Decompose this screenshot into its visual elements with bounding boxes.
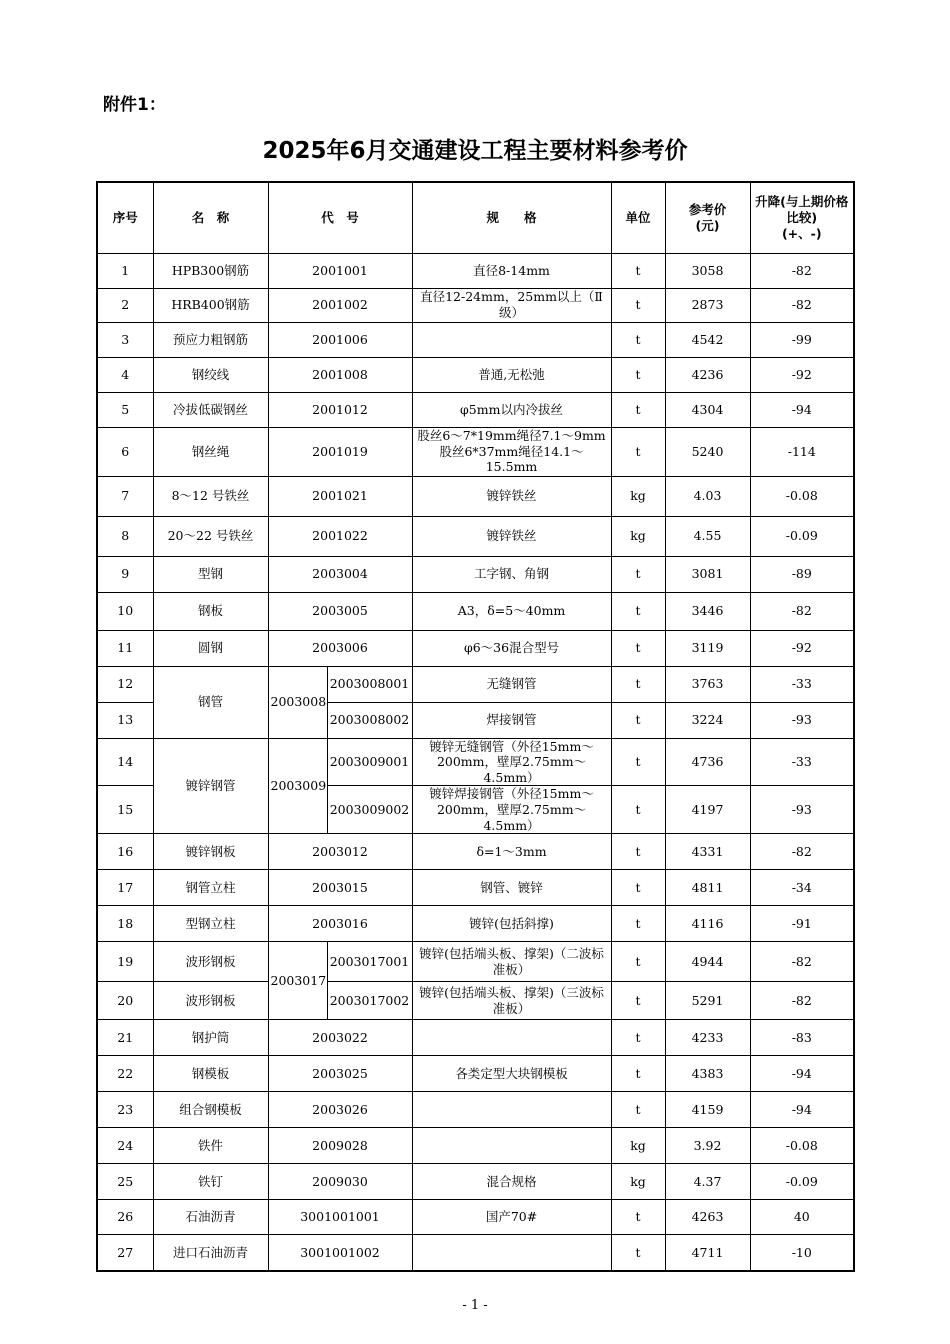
unit-cell: t <box>611 1056 665 1092</box>
subcode-cell: 2003008002 <box>327 702 412 738</box>
code-cell: 2001001 <box>268 253 412 288</box>
price-cell: 3.92 <box>665 1128 750 1164</box>
change-cell: -82 <box>750 982 854 1020</box>
unit-cell: t <box>611 1020 665 1056</box>
change-cell: -82 <box>750 253 854 288</box>
name-cell: 铁件 <box>153 1128 268 1164</box>
spec-cell: 钢管、镀锌 <box>412 870 611 906</box>
table-row <box>97 1092 854 1128</box>
unit-cell: t <box>611 982 665 1020</box>
price-cell: 4263 <box>665 1200 750 1235</box>
unit-cell: t <box>611 427 665 476</box>
name-cell: 8～12 号铁丝 <box>153 476 268 516</box>
page-title: 2025年6月交通建设工程主要材料参考价 <box>262 138 688 164</box>
code-cell: 2003012 <box>268 834 412 870</box>
table-row <box>97 906 854 942</box>
spec-cell: 工字钢、角钢 <box>412 556 611 592</box>
table-row <box>97 1235 854 1271</box>
spec-cell: 镀锌铁丝 <box>412 476 611 516</box>
code-cell: 2001008 <box>268 357 412 392</box>
unit-cell: t <box>611 357 665 392</box>
seq-cell: 20 <box>97 982 153 1020</box>
spec-cell: 无缝钢管 <box>412 666 611 702</box>
spec-cell: δ=1～3mm <box>412 834 611 870</box>
subcode-cell: 2003017001 <box>327 942 412 982</box>
seq-cell: 14 <box>97 738 153 786</box>
table-row <box>97 357 854 392</box>
table-row <box>97 476 854 516</box>
seq-cell: 27 <box>97 1235 153 1271</box>
table-row <box>97 982 854 1020</box>
price-cell: 3058 <box>665 253 750 288</box>
table-row <box>97 1020 854 1056</box>
header-price: 参考价 (元) <box>665 182 750 253</box>
header-unit: 单位 <box>611 182 665 253</box>
change-cell: -82 <box>750 288 854 322</box>
change-cell: -0.09 <box>750 1164 854 1200</box>
change-cell: -33 <box>750 666 854 702</box>
change-cell: -89 <box>750 556 854 592</box>
price-cell: 4.37 <box>665 1164 750 1200</box>
price-cell: 5240 <box>665 427 750 476</box>
seq-cell: 21 <box>97 1020 153 1056</box>
spec-cell: 镀锌(包括端头板、撑架)（三波标准板） <box>412 982 611 1020</box>
change-cell: -92 <box>750 357 854 392</box>
unit-cell: t <box>611 322 665 357</box>
unit-cell: kg <box>611 516 665 556</box>
spec-cell: 镀锌铁丝 <box>412 516 611 556</box>
code-cell: 2003004 <box>268 556 412 592</box>
code-cell: 2009028 <box>268 1128 412 1164</box>
spec-cell: 股丝6～7*19mm绳径7.1～9mm股丝6*37mm绳径14.1～15.5mm <box>412 427 611 476</box>
price-cell: 4736 <box>665 738 750 786</box>
code-cell: 2003017 <box>268 942 327 1020</box>
unit-cell: t <box>611 702 665 738</box>
spec-cell <box>412 1128 611 1164</box>
change-cell: -93 <box>750 702 854 738</box>
seq-cell: 9 <box>97 556 153 592</box>
header-spec: 规 格 <box>412 182 611 253</box>
seq-cell: 11 <box>97 630 153 666</box>
name-cell: 圆钢 <box>153 630 268 666</box>
name-cell: 钢护筒 <box>153 1020 268 1056</box>
price-cell: 4116 <box>665 906 750 942</box>
table-row <box>97 1200 854 1235</box>
unit-cell: t <box>611 592 665 630</box>
seq-cell: 18 <box>97 906 153 942</box>
change-cell: -82 <box>750 834 854 870</box>
spec-cell: 各类定型大块钢模板 <box>412 1056 611 1092</box>
change-cell: -94 <box>750 392 854 427</box>
change-cell: -34 <box>750 870 854 906</box>
unit-cell: t <box>611 942 665 982</box>
spec-cell: 镀锌(包括端头板、撑架)（二波标准板） <box>412 942 611 982</box>
spec-cell: 直径12-24mm，25mm以上（Ⅱ级） <box>412 288 611 322</box>
subcode-cell: 2003008001 <box>327 666 412 702</box>
price-cell: 4304 <box>665 392 750 427</box>
spec-cell: φ5mm以内冷拔丝 <box>412 392 611 427</box>
spec-cell <box>412 1092 611 1128</box>
name-cell: 型钢立柱 <box>153 906 268 942</box>
spec-cell: 普通,无松弛 <box>412 357 611 392</box>
name-cell: 钢绞线 <box>153 357 268 392</box>
unit-cell: t <box>611 253 665 288</box>
name-cell: 铁钉 <box>153 1164 268 1200</box>
name-cell: 钢丝绳 <box>153 427 268 476</box>
seq-cell: 24 <box>97 1128 153 1164</box>
change-cell: -114 <box>750 427 854 476</box>
change-cell: -94 <box>750 1092 854 1128</box>
spec-cell: A3，δ=5～40mm <box>412 592 611 630</box>
name-cell: 型钢 <box>153 556 268 592</box>
code-cell: 2001019 <box>268 427 412 476</box>
header-row <box>97 182 854 253</box>
name-cell: 20～22 号铁丝 <box>153 516 268 556</box>
name-cell: HPB300钢筋 <box>153 253 268 288</box>
change-cell: -91 <box>750 906 854 942</box>
unit-cell: t <box>611 906 665 942</box>
name-cell: HRB400钢筋 <box>153 288 268 322</box>
price-cell: 3119 <box>665 630 750 666</box>
price-cell: 4383 <box>665 1056 750 1092</box>
change-cell: -83 <box>750 1020 854 1056</box>
change-cell: -0.09 <box>750 516 854 556</box>
table-row <box>97 427 854 476</box>
name-cell: 钢管立柱 <box>153 870 268 906</box>
price-cell: 5291 <box>665 982 750 1020</box>
code-cell: 2003025 <box>268 1056 412 1092</box>
price-cell: 4.03 <box>665 476 750 516</box>
change-cell: -0.08 <box>750 1128 854 1164</box>
code-cell: 3001001001 <box>268 1200 412 1235</box>
name-cell: 镀锌钢板 <box>153 834 268 870</box>
spec-cell: 镀锌无缝钢管（外径15mm～200mm，壁厚2.75mm～4.5mm） <box>412 738 611 786</box>
seq-cell: 2 <box>97 288 153 322</box>
code-cell: 2001002 <box>268 288 412 322</box>
table-row <box>97 870 854 906</box>
seq-cell: 19 <box>97 942 153 982</box>
spec-cell: 焊接钢管 <box>412 702 611 738</box>
price-cell: 4542 <box>665 322 750 357</box>
spec-cell: 镀锌(包括斜撑) <box>412 906 611 942</box>
spec-cell: 镀锌焊接钢管（外径15mm～200mm，壁厚2.75mm～4.5mm） <box>412 786 611 834</box>
unit-cell: t <box>611 392 665 427</box>
table-row <box>97 392 854 427</box>
name-cell: 预应力粗钢筋 <box>153 322 268 357</box>
unit-cell: kg <box>611 1128 665 1164</box>
change-cell: -10 <box>750 1235 854 1271</box>
price-cell: 4331 <box>665 834 750 870</box>
subcode-cell: 2003009002 <box>327 786 412 834</box>
table-row <box>97 516 854 556</box>
unit-cell: t <box>611 1200 665 1235</box>
seq-cell: 8 <box>97 516 153 556</box>
price-cell: 4811 <box>665 870 750 906</box>
unit-cell: t <box>611 834 665 870</box>
seq-cell: 6 <box>97 427 153 476</box>
table-row <box>97 630 854 666</box>
table-row <box>97 738 854 786</box>
spec-cell <box>412 1020 611 1056</box>
name-cell: 石油沥青 <box>153 1200 268 1235</box>
seq-cell: 15 <box>97 786 153 834</box>
unit-cell: t <box>611 786 665 834</box>
price-cell: 4.55 <box>665 516 750 556</box>
price-cell: 3763 <box>665 666 750 702</box>
header-change: 升降(与上期价格比较) (+、-) <box>750 182 854 253</box>
code-cell: 2003016 <box>268 906 412 942</box>
price-cell: 4233 <box>665 1020 750 1056</box>
page-number: - 1 - <box>462 1298 488 1313</box>
spec-cell: φ6～36混合型号 <box>412 630 611 666</box>
unit-cell: t <box>611 870 665 906</box>
price-cell: 4236 <box>665 357 750 392</box>
seq-cell: 7 <box>97 476 153 516</box>
header-name: 名 称 <box>153 182 268 253</box>
table-row <box>97 288 854 322</box>
table-row <box>97 322 854 357</box>
unit-cell: t <box>611 630 665 666</box>
price-cell: 4944 <box>665 942 750 982</box>
seq-cell: 12 <box>97 666 153 702</box>
header-code: 代 号 <box>268 182 412 253</box>
unit-cell: t <box>611 288 665 322</box>
spec-cell: 混合规格 <box>412 1164 611 1200</box>
code-cell: 2003006 <box>268 630 412 666</box>
seq-cell: 13 <box>97 702 153 738</box>
change-cell: -99 <box>750 322 854 357</box>
code-cell: 2001006 <box>268 322 412 357</box>
seq-cell: 16 <box>97 834 153 870</box>
code-cell: 2003022 <box>268 1020 412 1056</box>
price-table <box>96 181 855 1272</box>
subcode-cell: 2003017002 <box>327 982 412 1020</box>
price-cell: 4159 <box>665 1092 750 1128</box>
spec-cell <box>412 1235 611 1271</box>
code-cell: 2003005 <box>268 592 412 630</box>
name-cell: 冷拔低碳钢丝 <box>153 392 268 427</box>
code-cell: 2009030 <box>268 1164 412 1200</box>
attachment-label: 附件1： <box>103 95 166 115</box>
code-cell: 2003009 <box>268 738 327 834</box>
change-cell: -0.08 <box>750 476 854 516</box>
spec-cell: 国产70# <box>412 1200 611 1235</box>
code-cell: 2001022 <box>268 516 412 556</box>
table-row <box>97 942 854 982</box>
change-cell: -93 <box>750 786 854 834</box>
price-cell: 3081 <box>665 556 750 592</box>
code-cell: 2003015 <box>268 870 412 906</box>
change-cell: -92 <box>750 630 854 666</box>
spec-cell: 直径8-14mm <box>412 253 611 288</box>
code-cell: 3001001002 <box>268 1235 412 1271</box>
change-cell: -94 <box>750 1056 854 1092</box>
name-cell: 镀锌钢管 <box>153 738 268 834</box>
name-cell: 波形钢板 <box>153 942 268 982</box>
table-row <box>97 253 854 288</box>
code-cell: 2001021 <box>268 476 412 516</box>
code-cell: 2003008 <box>268 666 327 738</box>
change-cell: 40 <box>750 1200 854 1235</box>
unit-cell: kg <box>611 1164 665 1200</box>
unit-cell: t <box>611 666 665 702</box>
price-cell: 3446 <box>665 592 750 630</box>
seq-cell: 25 <box>97 1164 153 1200</box>
code-cell: 2001012 <box>268 392 412 427</box>
change-cell: -33 <box>750 738 854 786</box>
code-cell: 2003026 <box>268 1092 412 1128</box>
seq-cell: 1 <box>97 253 153 288</box>
table-row <box>97 1056 854 1092</box>
unit-cell: t <box>611 1092 665 1128</box>
seq-cell: 23 <box>97 1092 153 1128</box>
change-cell: -82 <box>750 592 854 630</box>
name-cell: 组合钢模板 <box>153 1092 268 1128</box>
table-row <box>97 1164 854 1200</box>
seq-cell: 10 <box>97 592 153 630</box>
table-row <box>97 592 854 630</box>
seq-cell: 3 <box>97 322 153 357</box>
price-cell: 4197 <box>665 786 750 834</box>
seq-cell: 4 <box>97 357 153 392</box>
table-row <box>97 834 854 870</box>
name-cell: 钢管 <box>153 666 268 738</box>
name-cell: 钢模板 <box>153 1056 268 1092</box>
seq-cell: 22 <box>97 1056 153 1092</box>
unit-cell: t <box>611 556 665 592</box>
seq-cell: 26 <box>97 1200 153 1235</box>
change-cell: -82 <box>750 942 854 982</box>
table-row <box>97 666 854 702</box>
price-cell: 2873 <box>665 288 750 322</box>
price-cell: 3224 <box>665 702 750 738</box>
unit-cell: t <box>611 738 665 786</box>
price-cell: 4711 <box>665 1235 750 1271</box>
name-cell: 钢板 <box>153 592 268 630</box>
name-cell: 进口石油沥青 <box>153 1235 268 1271</box>
unit-cell: t <box>611 1235 665 1271</box>
spec-cell <box>412 322 611 357</box>
table-row <box>97 1128 854 1164</box>
unit-cell: kg <box>611 476 665 516</box>
header-seq: 序号 <box>97 182 153 253</box>
seq-cell: 5 <box>97 392 153 427</box>
seq-cell: 17 <box>97 870 153 906</box>
table-row <box>97 556 854 592</box>
name-cell: 波形钢板 <box>153 982 268 1020</box>
subcode-cell: 2003009001 <box>327 738 412 786</box>
